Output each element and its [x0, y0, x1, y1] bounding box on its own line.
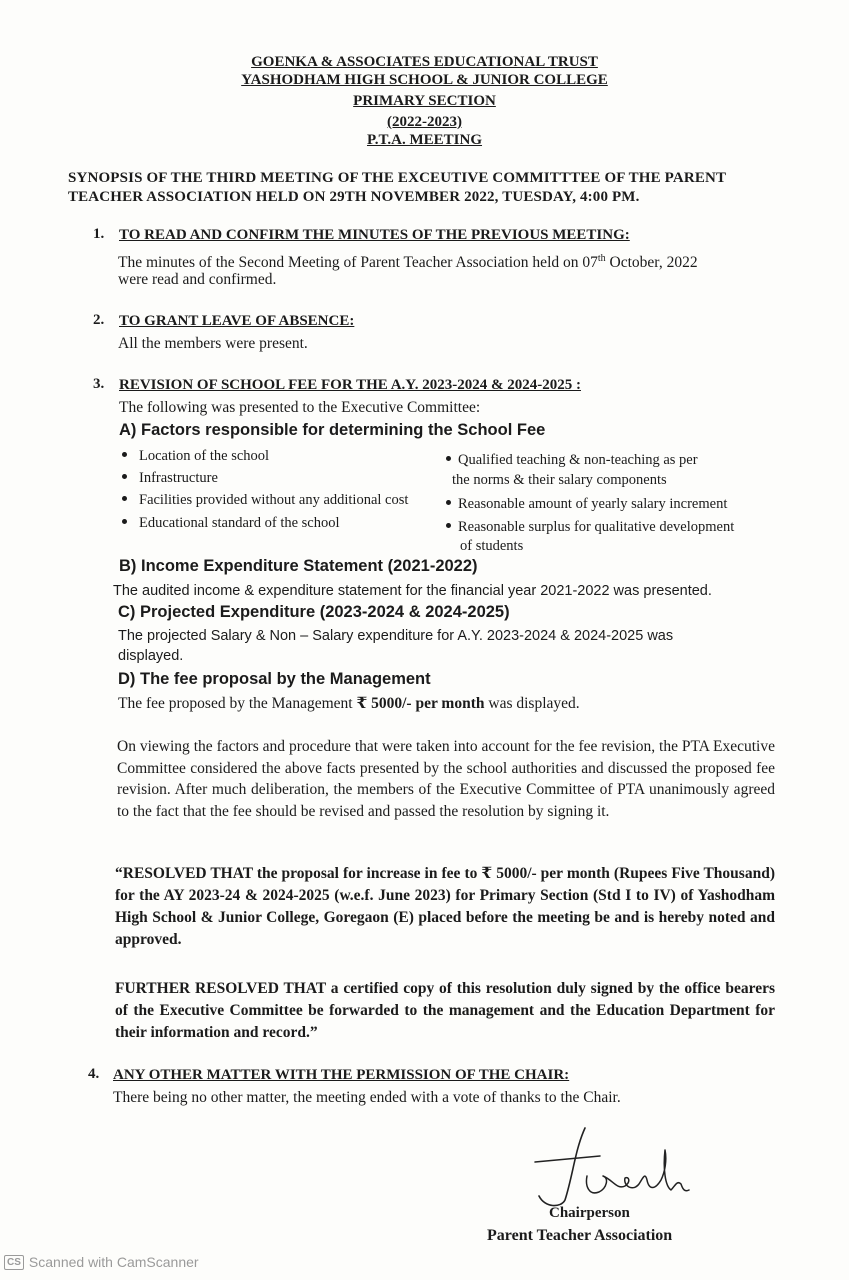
factor-qualified-staff-cont: the norms & their salary components	[452, 472, 667, 488]
factor-qualified-staff: Qualified teaching & non-teaching as per	[446, 449, 698, 471]
signatory-organization: Parent Teacher Association	[487, 1227, 673, 1244]
watermark-text: Scanned with CamScanner	[28, 1254, 199, 1270]
camscanner-logo-icon: CS	[4, 1255, 24, 1270]
bullet-icon	[446, 456, 451, 461]
signatory-role: Chairperson	[549, 1205, 630, 1221]
factor-location: Location of the school	[122, 445, 269, 467]
synopsis-line-1: SYNOPSIS OF THE THIRD MEETING OF THE EXCEUTIVE COMMITTTEE OF THE PARENT	[68, 170, 727, 186]
academic-year: (2022-2023)	[387, 114, 462, 130]
projected-expenditure-heading: C) Projected Expenditure (2023-2024 & 2024-2025)	[118, 603, 510, 621]
income-expenditure-text: The audited income & expenditure statement for the financial year 2021-2022 was presented.	[113, 583, 712, 599]
synopsis-line-2: TEACHER ASSOCIATION HELD ON 29TH NOVEMBER 2022, TUESDAY, 4:00 PM.	[68, 189, 640, 205]
factor-salary-increment: Reasonable amount of yearly salary increment	[446, 493, 727, 515]
factor-surplus-cont: of students	[460, 538, 524, 554]
item-3-title: REVISION OF SCHOOL FEE FOR THE A.Y. 2023-2024 & 2024-2025 :	[119, 377, 581, 393]
item-2-text: All the members were present.	[118, 335, 308, 352]
item-3-number: 3.	[93, 376, 105, 392]
item-1-number: 1.	[93, 226, 105, 242]
bullet-icon	[122, 474, 127, 479]
factor-infrastructure: Infrastructure	[122, 467, 218, 489]
bullet-icon	[446, 523, 451, 528]
bullet-icon	[122, 452, 127, 457]
factor-surplus: Reasonable surplus for qualitative development	[446, 516, 734, 538]
trust-name: GOENKA & ASSOCIATES EDUCATIONAL TRUST	[251, 54, 598, 70]
item-1-text: The minutes of the Second Meeting of Parent Teacher Association held on 07th October, 2022	[118, 253, 698, 272]
scanner-watermark	[4, 1254, 199, 1270]
chairperson-signature	[525, 1120, 695, 1212]
fee-proposal-heading: D) The fee proposal by the Management	[118, 670, 431, 688]
item-4-text: There being no other matter, the meeting ended with a vote of thanks to the Chair.	[113, 1089, 621, 1106]
school-name: YASHODHAM HIGH SCHOOL & JUNIOR COLLEGE	[241, 72, 608, 88]
item-1-text-cont: were read and confirmed.	[118, 271, 277, 288]
item-2-number: 2.	[93, 312, 105, 328]
fee-proposal-text: The fee proposed by the Management ₹ 5000/- per month was displayed.	[118, 695, 580, 712]
resolution-text: “RESOLVED THAT the proposal for increase in fee to ₹ 5000/- per month (Rupees Five Thousand) for the AY 2023-24 & 2024-2025 (w.e.f. June 2023) for Primary Section (Std I to IV) of Yashodham High School & Junior College, Goregaon (E) placed before the meeting be and is hereby noted and approved.	[115, 865, 775, 948]
meeting-title: P.T.A. MEETING	[366, 132, 483, 148]
item-3-intro: The following was presented to the Executive Committee:	[119, 399, 481, 416]
item-4-number: 4.	[88, 1066, 100, 1082]
item-1-title: TO READ AND CONFIRM THE MINUTES OF THE PREVIOUS MEETING:	[119, 227, 630, 243]
projected-expenditure-text-cont: displayed.	[118, 648, 184, 664]
factor-educational-standard: Educational standard of the school	[122, 512, 340, 534]
income-expenditure-heading: B) Income Expenditure Statement (2021-2022)	[119, 557, 478, 575]
item-2-title: TO GRANT LEAVE OF ABSENCE:	[119, 313, 355, 329]
section-name: PRIMARY SECTION	[353, 93, 496, 109]
deliberation-paragraph: On viewing the factors and procedure that were taken into account for the fee revision, the PTA Executive Committee considered the above facts presented by the school authorities and discussed the proposed fee revision. After much deliberation, the members of the Executive Committee of PTA unanimously agreed to the fact that the fee should be revised and passed the resolution by signing it.	[117, 738, 775, 820]
bullet-icon	[446, 500, 451, 505]
factor-facilities: Facilities provided without any additional cost	[122, 489, 408, 511]
factors-heading: A) Factors responsible for determining the School Fee	[119, 421, 546, 439]
further-resolution-text: FURTHER RESOLVED THAT a certified copy of this resolution duly signed by the office bearers of the Executive Committee be forwarded to the management and the Education Department for their information and record.”	[115, 980, 775, 1041]
bullet-icon	[122, 519, 127, 524]
bullet-icon	[122, 496, 127, 501]
projected-expenditure-text: The projected Salary & Non – Salary expenditure for A.Y. 2023-2024 & 2024-2025 was	[118, 628, 674, 644]
item-4-title: ANY OTHER MATTER WITH THE PERMISSION OF THE CHAIR:	[113, 1067, 570, 1083]
